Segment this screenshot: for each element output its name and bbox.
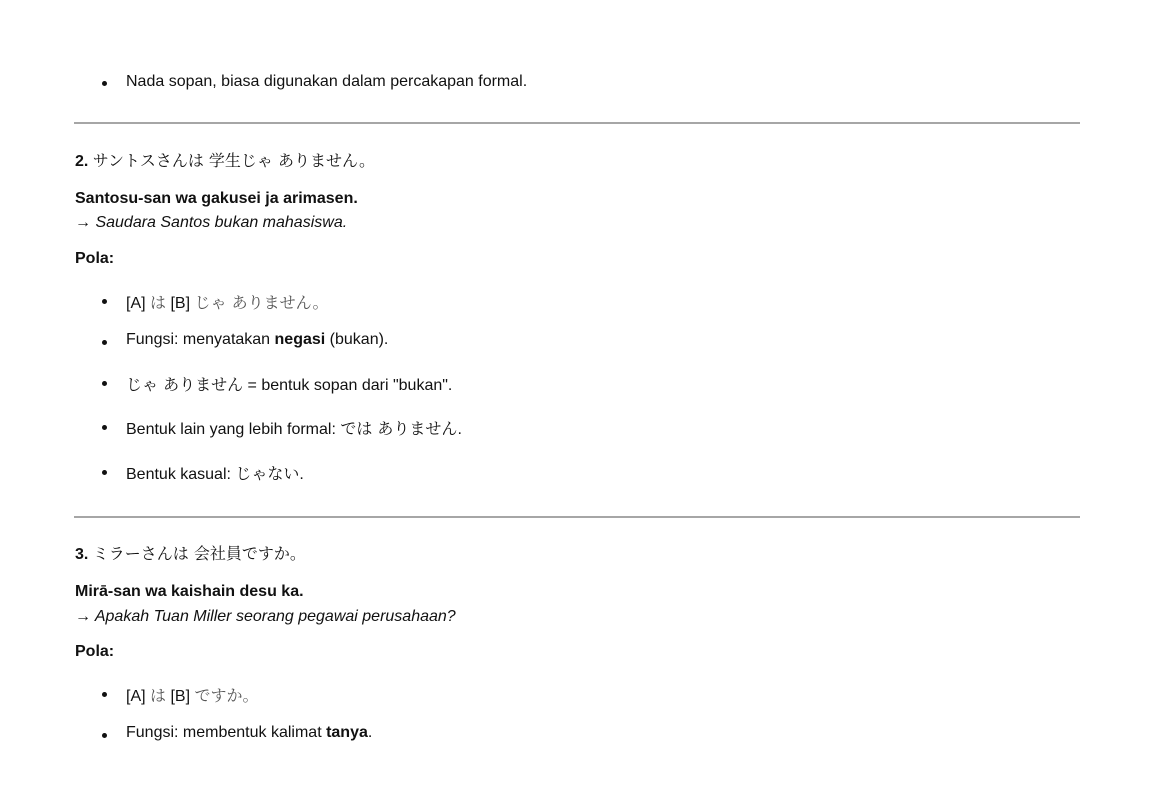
- list-item-text: .: [457, 421, 462, 438]
- section-heading: [75, 148, 375, 171]
- pattern-b: [B]: [166, 688, 195, 705]
- translation: → Apakah Tuan Miller seorang pegawai perusahaan?: [75, 608, 456, 625]
- list-item: [126, 724, 372, 742]
- list-item-text: Nada sopan, biasa digunakan dalam percakapan formal.: [126, 73, 528, 90]
- section-divider: [74, 516, 1080, 518]
- pola-label: Pola:: [75, 250, 115, 267]
- translation: → Saudara Santos bukan mahasiswa.: [75, 214, 348, 231]
- pola-label: Pola:: [75, 643, 115, 660]
- bullet-dot: [102, 299, 107, 304]
- pattern-a: [A]: [126, 688, 151, 705]
- list-item: [126, 331, 388, 349]
- pattern-ending: じゃ ありません。: [194, 293, 329, 312]
- particle-ha: は: [150, 686, 167, 705]
- list-item-text: = bentuk sopan dari "bukan".: [243, 377, 453, 394]
- japanese-term: じゃ ありません: [126, 375, 244, 394]
- section-divider: [74, 122, 1080, 124]
- section-heading: [75, 541, 306, 564]
- bullet-dot: [102, 470, 107, 475]
- list-item-text: Fungsi: menyatakan: [126, 331, 275, 348]
- list-item: [126, 416, 462, 439]
- list-item: [126, 461, 304, 484]
- particle-ha: は: [150, 293, 167, 312]
- list-item-text: .: [299, 466, 304, 483]
- list-item-text: .: [367, 724, 373, 741]
- bullet-dot: [102, 692, 107, 697]
- romaji-sentence: Mirā-san wa kaishain desu ka.: [75, 583, 304, 600]
- japanese-term: では ありません: [340, 419, 458, 438]
- pattern-a: [A]: [126, 295, 151, 312]
- pattern-b: [B]: [166, 295, 195, 312]
- japanese-sentence: ミラーさんは 会社員ですか。: [92, 544, 306, 563]
- bullet-dot: [102, 340, 107, 345]
- bullet-dot: [102, 81, 107, 86]
- bullet-dot: [102, 381, 107, 386]
- section-number: 2.: [75, 153, 89, 170]
- pattern-ending: ですか。: [194, 686, 259, 705]
- list-item: [126, 372, 452, 395]
- bold-term: tanya: [326, 724, 368, 741]
- section-number: 3.: [75, 546, 89, 563]
- list-item: [126, 73, 527, 91]
- list-item: [126, 683, 259, 706]
- list-item-text: Fungsi: membentuk kalimat: [126, 724, 327, 741]
- bullet-dot: [102, 425, 107, 430]
- bullet-dot: [102, 733, 107, 738]
- list-item: [126, 290, 329, 313]
- japanese-term: じゃない: [235, 464, 300, 483]
- bold-term: negasi: [274, 331, 326, 348]
- list-item-text: Bentuk kasual:: [126, 466, 236, 483]
- romaji-sentence: Santosu-san wa gakusei ja arimasen.: [75, 190, 358, 207]
- list-item-text: (bukan).: [325, 331, 389, 348]
- japanese-sentence: サントスさんは 学生じゃ ありません。: [92, 151, 375, 170]
- list-item-text: Bentuk lain yang lebih formal:: [126, 421, 341, 438]
